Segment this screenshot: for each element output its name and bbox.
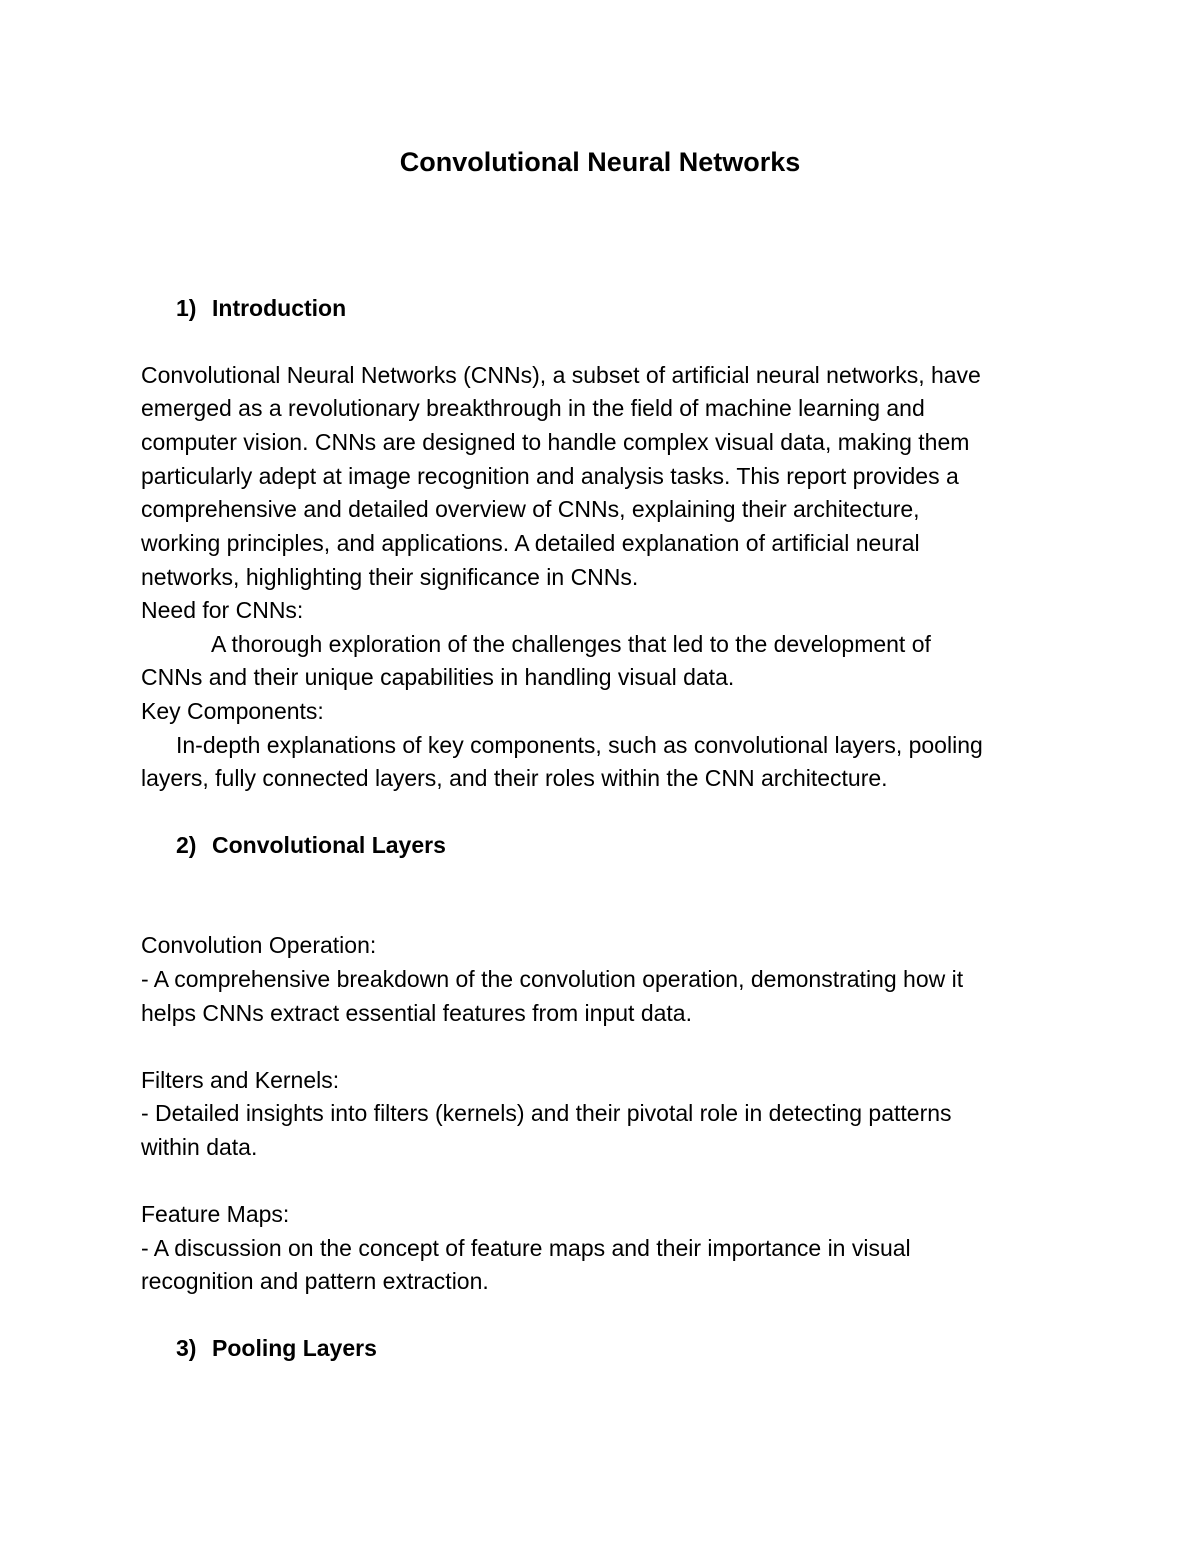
section-title: Introduction — [212, 295, 347, 321]
paragraph-line: In-depth explanations of key components, such as convolutional layers, pooling — [176, 732, 983, 758]
section-title: Convolutional Layers — [212, 832, 446, 858]
section-heading-introduction — [176, 292, 346, 324]
section-number: 3) — [176, 1335, 197, 1361]
paragraph-line: Convolutional Neural Networks (CNNs), a subset of artificial neural networks, have — [141, 362, 981, 388]
paragraph-line: recognition and pattern extraction. — [141, 1268, 489, 1294]
paragraph-line: within data. — [141, 1134, 258, 1160]
section-number: 2) — [176, 832, 197, 858]
subheading-key-components: Key Components: — [141, 698, 324, 724]
section-title: Pooling Layers — [212, 1335, 377, 1361]
document-title: Convolutional Neural Networks — [399, 147, 801, 177]
paragraph-line: computer vision. CNNs are designed to handle complex visual data, making them — [141, 429, 970, 455]
subheading-convolution-operation: Convolution Operation: — [141, 932, 377, 958]
paragraph-line: emerged as a revolutionary breakthrough in the field of machine learning and — [141, 395, 925, 421]
section-heading-pooling-layers — [176, 1332, 377, 1364]
paragraph-line: layers, fully connected layers, and their roles within the CNN architecture. — [141, 765, 888, 791]
paragraph-line: particularly adept at image recognition and analysis tasks. This report provides a — [141, 463, 959, 489]
paragraph-line: comprehensive and detailed overview of CNNs, explaining their architecture, — [141, 496, 920, 522]
section-number: 1) — [176, 295, 197, 321]
paragraph-line: - Detailed insights into filters (kernels) and their pivotal role in detecting patterns — [141, 1100, 952, 1126]
section-heading-convolutional-layers — [176, 829, 446, 861]
subheading-filters-and-kernels: Filters and Kernels: — [141, 1067, 340, 1093]
paragraph-line: A thorough exploration of the challenges that led to the development of — [211, 631, 931, 657]
paragraph-line: - A comprehensive breakdown of the convolution operation, demonstrating how it — [141, 966, 964, 992]
paragraph-line: helps CNNs extract essential features from input data. — [141, 1000, 692, 1026]
paragraph-line: - A discussion on the concept of feature maps and their importance in visual — [141, 1235, 911, 1261]
subheading-feature-maps: Feature Maps: — [141, 1201, 290, 1227]
subheading-need-for-cnns: Need for CNNs: — [141, 597, 304, 623]
paragraph-line: working principles, and applications. A detailed explanation of artificial neural — [141, 530, 920, 556]
paragraph-line: CNNs and their unique capabilities in handling visual data. — [141, 664, 735, 690]
paragraph-line: networks, highlighting their significance in CNNs. — [141, 564, 639, 590]
